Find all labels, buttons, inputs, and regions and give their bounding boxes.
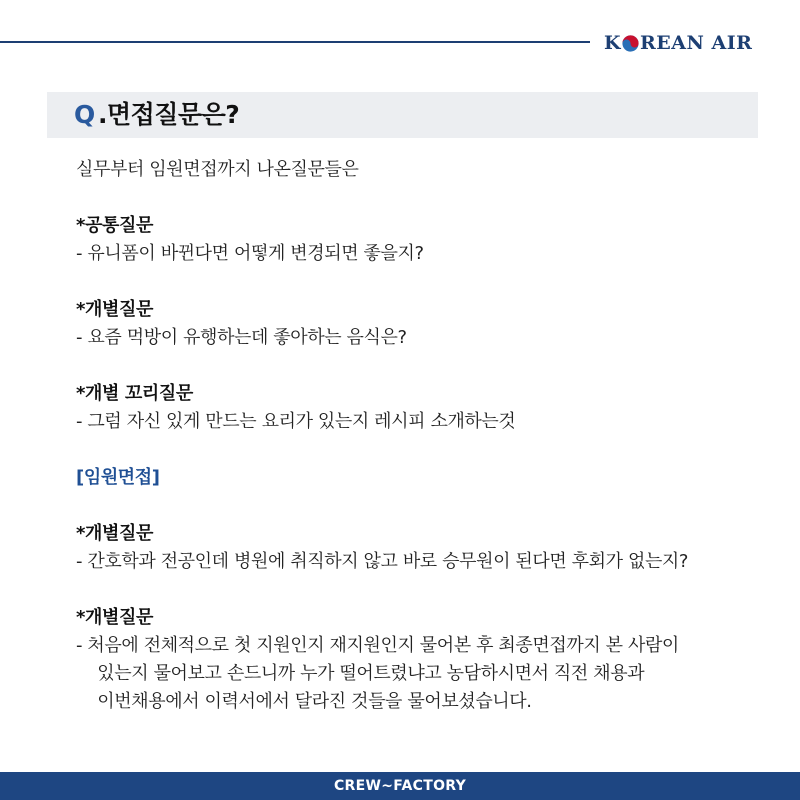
exec-line-2a: - 처음에 전체적으로 첫 지원인지 재지원인지 물어본 후 최종면접까지 본 사람이 [76,635,679,656]
section-line-followup: - 그럼 자신 있게 만드는 요리가 있는지 레시피 소개하는것 [76,411,516,432]
exec-line-1: - 간호학과 전공인데 병원에 취직하지 않고 바로 승무원이 된다면 후회가 없는지? [76,551,689,572]
page-title: .면접질문은? [98,100,240,129]
taeguk-icon [622,35,639,52]
executive-interview-label: [임원면접] [76,467,160,488]
exec-line-2b: 있는지 물어보고 손드니까 누가 떨어트렸냐고 농담하시면서 직전 채용과 [76,663,645,684]
logo-text-k: K [604,32,622,54]
logo-text-rest: REAN AIR [640,32,753,54]
title-prefix: Q [74,100,96,129]
section-heading-individual: *개별질문 [76,299,153,320]
exec-heading-1: *개별질문 [76,523,153,544]
footer-bar [0,772,800,800]
footer-brand: CREW~FACTORY [333,778,467,794]
section-line-individual: - 요즘 먹방이 유행하는데 좋아하는 음식은? [76,327,407,348]
exec-line-2c: 이번채용에서 이력서에서 달라진 것들을 물어보셨습니다. [76,691,532,712]
section-line-common: - 유니폼이 바뀐다면 어떻게 변경되면 좋을지? [76,243,424,264]
section-heading-followup: *개별 꼬리질문 [76,383,193,404]
section-heading-common: *공통질문 [76,215,153,236]
korean-air-logo [604,30,752,56]
header-rule [0,41,590,43]
exec-heading-2: *개별질문 [76,607,153,628]
intro-text: 실무부터 임원면접까지 나온질문들은 [76,159,359,180]
